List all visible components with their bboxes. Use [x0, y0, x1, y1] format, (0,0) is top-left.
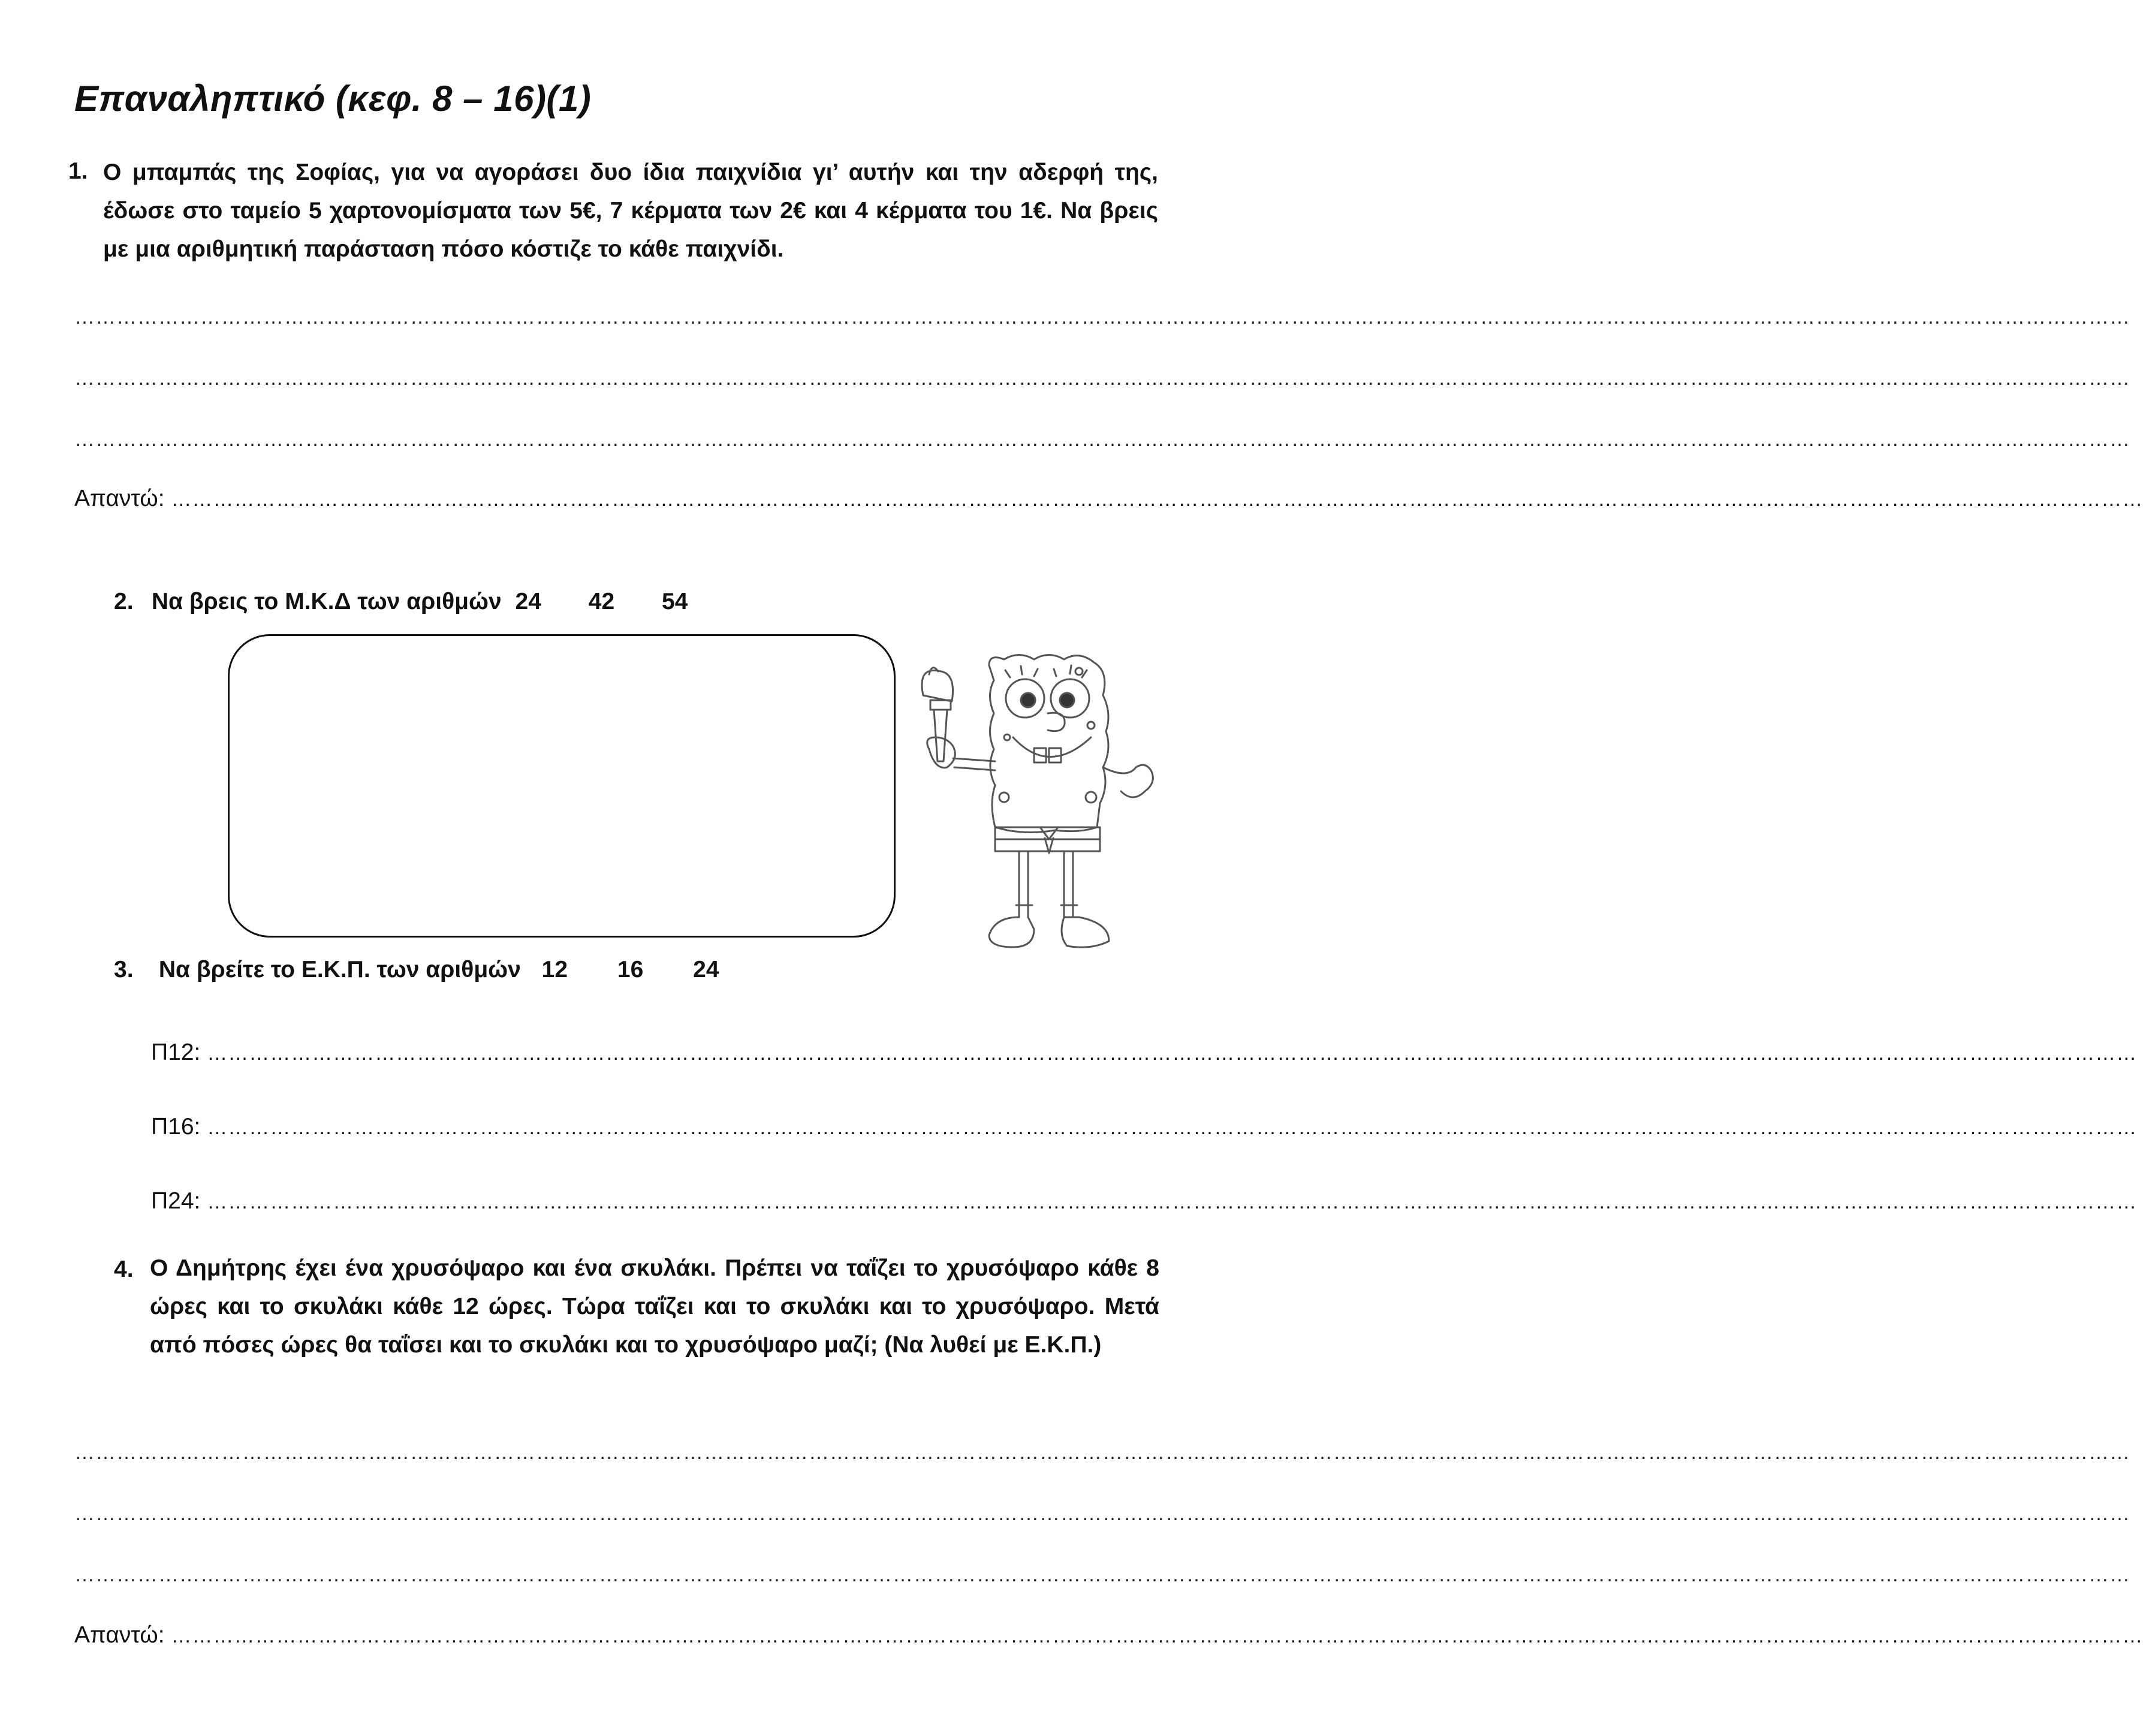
question-3-number-b: 16 [617, 957, 644, 982]
answer-line: …………………………………………………………………………………………………………………………………………………………………………………………………………………………………………………………………… [74, 428, 2130, 451]
question-1-text: Ο μπαμπάς της Σοφίας, για να αγοράσει δυο ίδια παιχνίδια γι’ αυτήν και την αδερφή της, έδωσε στο ταμείο 5 χαρτονομίσματα των 5€, 7 κέρματα των 2€ και 4 κέρματα του 1€. Να βρεις με μια αριθμητική παράσταση πόσο κόστιζε το κάθε παιχνίδι. [103, 159, 1158, 262]
question-4-text: Ο Δημήτρης έχει ένα χρυσόψαρο και ένα σκυλάκι. Πρέπει να ταΐζει το χρυσόψαρο κάθε 8 ώρες και το σκυλάκι κάθε 12 ώρες. Τώρα ταΐζει και το σκυλάκι και το χρυσόψαρο. Μετά από πόσες ώρες θα ταΐσει και το σκυλάκι και το χρυσόψαρο μαζί; (Να λυθεί με Ε.Κ.Π.) [150, 1255, 1159, 1358]
answer-line: …………………………………………………………………………………………………………………………………………………………………………………………………………………………………………………… [207, 1191, 2138, 1213]
answer-line: …………………………………………………………………………………………………………………………………………………………………………………………………………………………………………………… [207, 1042, 2138, 1065]
answer-line: …………………………………………………………………………………………………………………………………………………………………………………………………………………………………………………………………… [74, 1563, 2130, 1586]
multiples-label: Π12: [151, 1039, 201, 1065]
answer-line: …………………………………………………………………………………………………………………………………………………………………………………………………………………………………………………………………… [74, 1502, 2130, 1525]
question-3-number: 3. [114, 957, 134, 982]
multiples-row-16 [151, 1114, 2138, 1140]
answer-line: …………………………………………………………………………………………………………………………………………………………………………………………………………………………………………………………………… [74, 367, 2130, 390]
spongebob-cartoon-icon [899, 647, 1163, 959]
question-3-number-c: 24 [693, 957, 719, 982]
answer-row [74, 486, 2143, 512]
answer-label: Απαντώ: [74, 486, 165, 511]
worksheet-title: Επαναληπτικό (κεφ. 8 – 16)(1) [74, 79, 592, 119]
question-2-number-a: 24 [515, 589, 541, 614]
question-2-number-b: 42 [588, 589, 615, 614]
question-2 [114, 589, 688, 615]
question-2-number-c: 54 [662, 589, 688, 614]
multiples-label: Π24: [151, 1188, 201, 1214]
answer-label: Απαντώ: [74, 1622, 165, 1648]
question-1-number: 1. [68, 158, 88, 184]
work-box [228, 634, 896, 938]
question-3-text: Να βρείτε το Ε.Κ.Π. των αριθμών [158, 957, 521, 982]
answer-line: ………………………………………………………………………………………………………………………………………………………………………………………………………………………………………………………… [171, 1625, 2143, 1647]
multiples-label: Π16: [151, 1114, 201, 1140]
answer-line: …………………………………………………………………………………………………………………………………………………………………………………………………………………………………………………………………… [74, 306, 2130, 328]
answer-line: ………………………………………………………………………………………………………………………………………………………………………………………………………………………………………………………… [171, 488, 2143, 511]
multiples-row-12 [151, 1039, 2138, 1066]
question-2-text: Να βρεις το Μ.Κ.Δ των αριθμών [151, 589, 502, 614]
answer-row [74, 1622, 2143, 1648]
multiples-row-24 [151, 1188, 2138, 1214]
answer-line: …………………………………………………………………………………………………………………………………………………………………………………………………………………………………………………… [207, 1116, 2138, 1139]
question-2-number: 2. [114, 589, 134, 614]
question-4-number: 4. [114, 1256, 134, 1282]
answer-line: …………………………………………………………………………………………………………………………………………………………………………………………………………………………………………………………………… [74, 1441, 2130, 1464]
question-3 [114, 957, 719, 983]
question-3-number-a: 12 [541, 957, 568, 982]
